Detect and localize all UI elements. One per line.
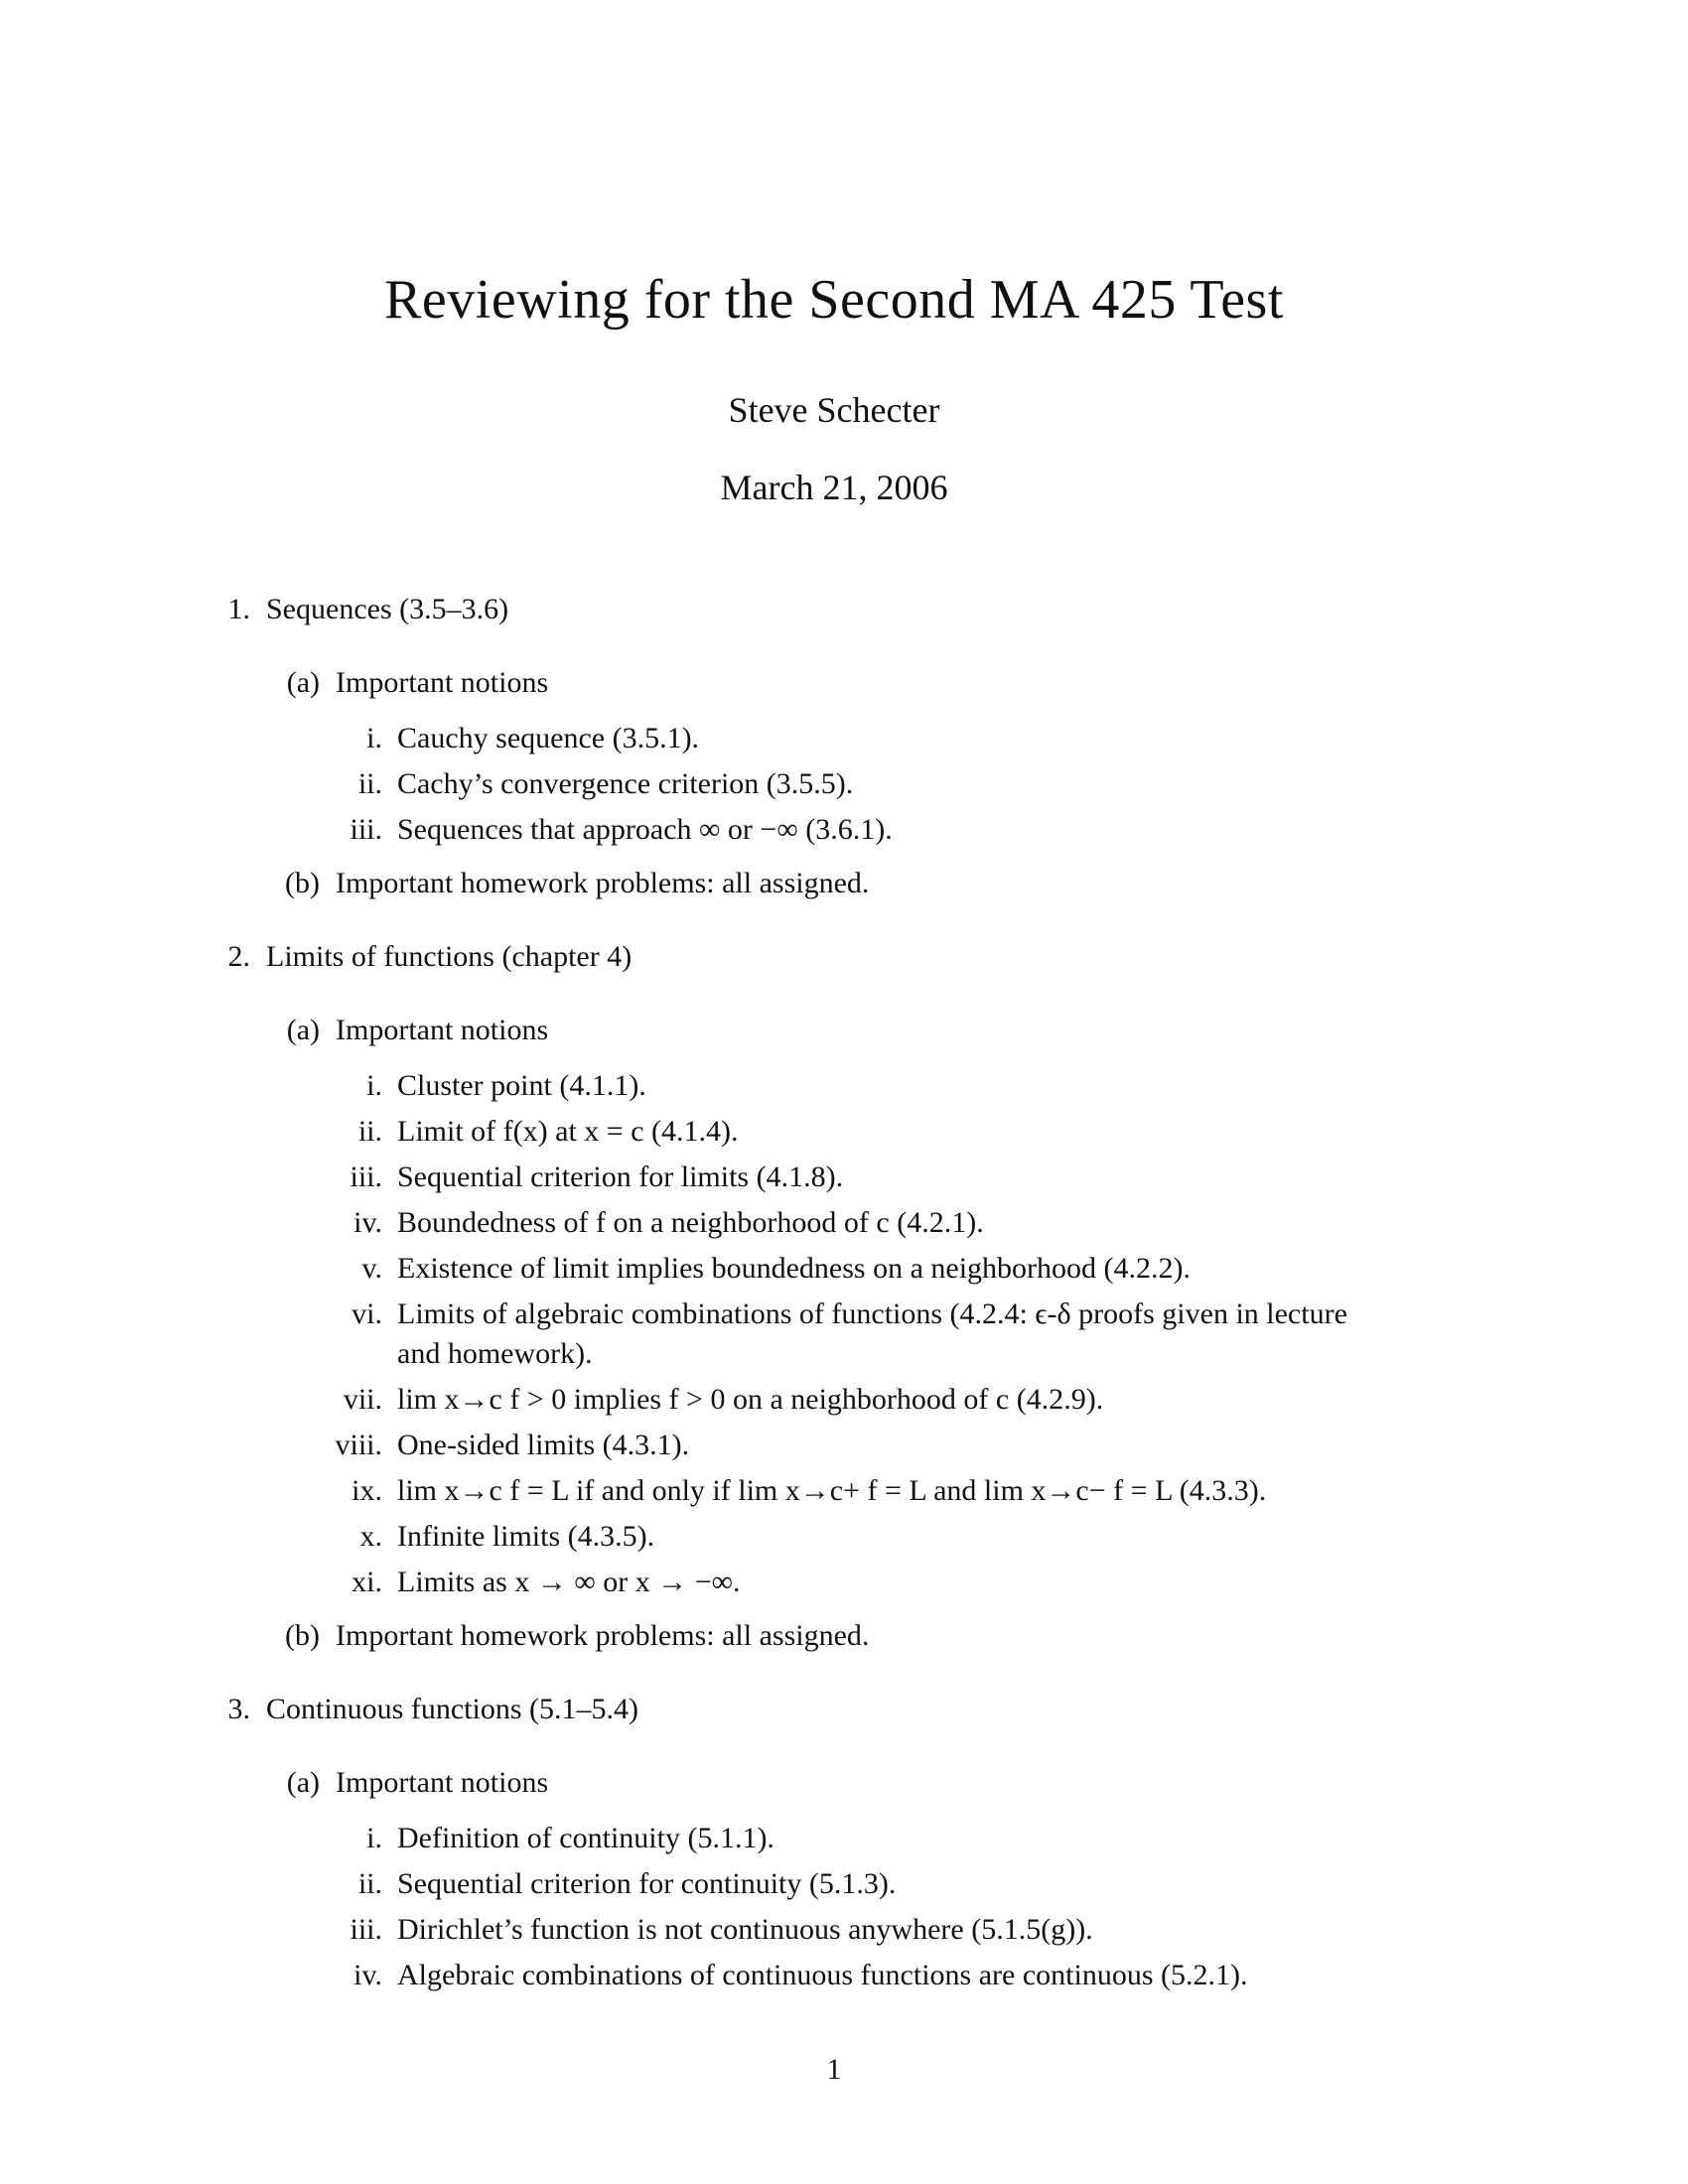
list-item-label: v. [361, 1252, 382, 1285]
list-item-label: iii. [350, 813, 382, 846]
subsection-title: Important homework problems: all assigned. [336, 867, 870, 899]
section-number: 2. [227, 940, 250, 973]
list-item-text: Dirichlet’s function is not continuous anywhere (5.1.5(g)). [397, 1913, 1093, 1946]
subsection-title: Important homework problems: all assigned. [336, 1619, 870, 1652]
list-item-text: Definition of continuity (5.1.1). [397, 1822, 774, 1854]
list-item-label: ii. [357, 1867, 382, 1900]
list-item-label: ix. [352, 1474, 382, 1507]
list-item-text: Cauchy sequence (3.5.1). [397, 722, 700, 754]
subsection-title: Important notions [336, 1766, 549, 1799]
section-title: Sequences (3.5–3.6) [266, 593, 509, 625]
list-item-text: Boundedness of f on a neighborhood of c (4.2.1). [397, 1206, 984, 1239]
list-item-label: iv. [353, 1206, 382, 1239]
list-item-label: ii. [357, 1115, 382, 1148]
section-number: 1. [227, 593, 250, 625]
list-item-text: Infinite limits (4.3.5). [397, 1520, 655, 1553]
list-item-text: Sequences that approach ∞ or −∞ (3.6.1). [397, 813, 893, 846]
list-item-label: iii. [350, 1160, 382, 1193]
list-item-text: Cluster point (4.1.1). [397, 1069, 646, 1102]
list-item-label: ii. [357, 767, 382, 800]
subsection-label: (b) [285, 1619, 320, 1652]
section-number: 3. [227, 1693, 250, 1725]
subsection-title: Important notions [336, 1014, 549, 1046]
list-item-text: Limit of f(x) at x = c (4.1.4). [397, 1115, 739, 1148]
section-title: Limits of functions (chapter 4) [266, 940, 633, 973]
list-item-text: lim x→c f > 0 implies f > 0 on a neighborhood of c (4.2.9). [397, 1383, 1104, 1416]
document-date: March 21, 2006 [720, 468, 948, 507]
subsection-label: (a) [286, 1766, 320, 1799]
document-title: Reviewing for the Second MA 425 Test [384, 269, 1284, 331]
subsection-label: (a) [286, 1014, 320, 1046]
list-item-label: iv. [353, 1959, 382, 1991]
list-item-text: Sequential criterion for limits (4.1.8). [397, 1160, 844, 1193]
list-item-text: Limits of algebraic combinations of functions (4.2.4: ϵ-δ proofs given in lecture [397, 1297, 1347, 1330]
list-item-label: x. [359, 1520, 382, 1553]
list-item-label: viii. [335, 1429, 382, 1461]
subsection-label: (a) [286, 666, 320, 699]
list-item-label: i. [366, 1822, 382, 1854]
list-item-text: One-sided limits (4.3.1). [397, 1429, 690, 1461]
list-item-label: i. [366, 1069, 382, 1102]
list-item-label: i. [366, 722, 382, 754]
list-item-label: iii. [350, 1913, 382, 1946]
list-item-text: Limits as x → ∞ or x → −∞. [397, 1566, 741, 1598]
list-item-label: vi. [352, 1297, 382, 1330]
subsection-label: (b) [285, 867, 320, 899]
list-item-label: xi. [352, 1566, 382, 1598]
list-item-text: lim x→c f = L if and only if lim x→c+ f = L and lim x→c− f = L (4.3.3). [397, 1474, 1267, 1507]
list-item-text: Existence of limit implies boundedness on a neighborhood (4.2.2). [397, 1252, 1192, 1285]
list-item-text: Cachy’s convergence criterion (3.5.5). [397, 767, 854, 800]
page-number: 1 [826, 2053, 842, 2086]
section-title: Continuous functions (5.1–5.4) [266, 1693, 638, 1725]
list-item-text: Sequential criterion for continuity (5.1.3). [397, 1867, 897, 1900]
list-item-label: vii. [343, 1383, 382, 1416]
document-author: Steve Schecter [728, 390, 940, 430]
subsection-title: Important notions [336, 666, 549, 699]
list-item-text: Algebraic combinations of continuous functions are continuous (5.2.1). [397, 1959, 1248, 1991]
list-item-text: and homework). [397, 1337, 593, 1370]
